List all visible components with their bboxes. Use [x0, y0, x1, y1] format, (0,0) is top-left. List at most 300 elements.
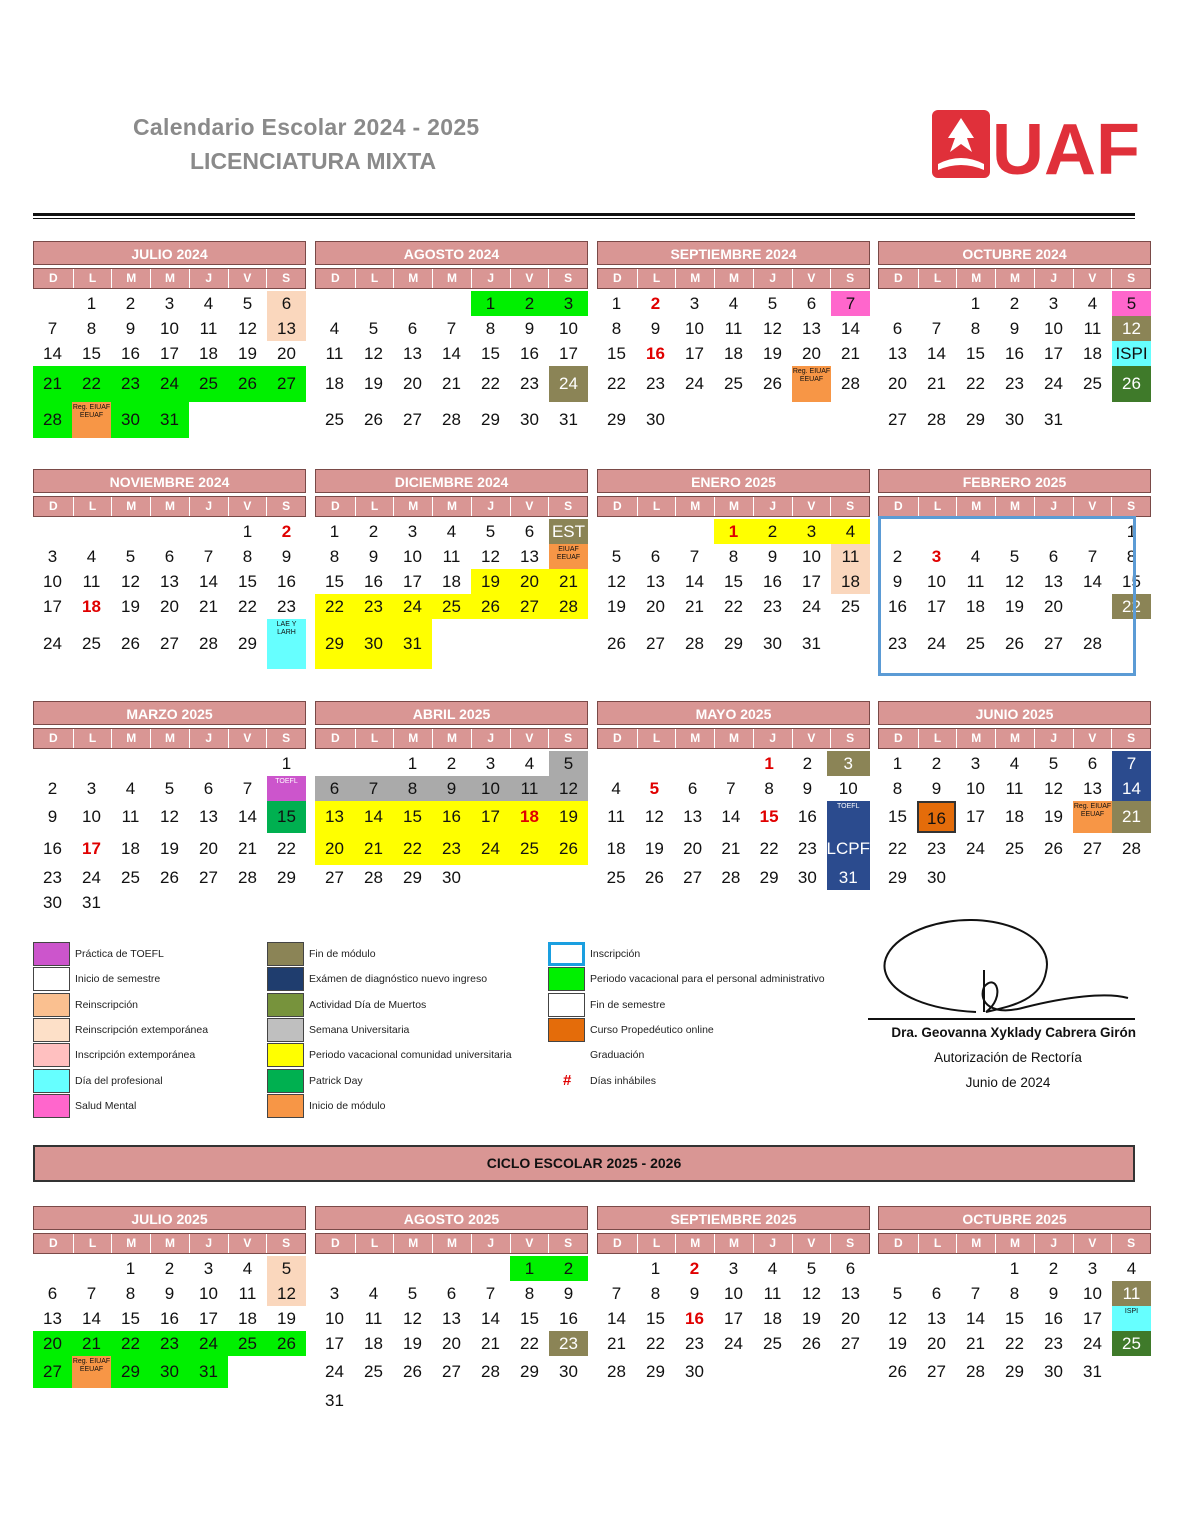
legend-label: Inscripción extemporánea — [75, 1049, 196, 1062]
day-cell: 26 — [1044, 839, 1063, 858]
day-cell: 28 — [481, 1362, 500, 1381]
weekday-label: L — [637, 1234, 676, 1253]
day-cell: 23 — [549, 1331, 588, 1356]
legend-swatch — [267, 942, 304, 966]
weekday-label: L — [355, 1234, 394, 1253]
month-block — [33, 469, 306, 669]
day-cell: 10 — [685, 319, 704, 338]
weekday-label: V — [792, 1234, 831, 1253]
legend-label: Práctica de TOEFL — [75, 948, 164, 960]
day-cell: 19 — [277, 1309, 296, 1328]
day-cell — [792, 1356, 831, 1388]
day-cell: 31 — [189, 1356, 228, 1388]
day-grid — [315, 751, 588, 890]
day-cell — [831, 402, 870, 438]
day-cell — [228, 890, 267, 915]
day-cell: 8 — [393, 776, 432, 801]
signature-date: Junio de 2024 — [965, 1075, 1051, 1090]
day-cell: 19 — [763, 344, 782, 363]
day-cell: 23 — [1005, 374, 1024, 393]
month-block — [33, 701, 306, 915]
day-cell: 18 — [1005, 807, 1024, 826]
day-cell: 23 — [111, 366, 150, 402]
day-cell — [471, 619, 510, 669]
day-cell: 12 — [1044, 779, 1063, 798]
legend-label: Días inhábiles — [590, 1074, 656, 1087]
day-cell: 29 — [966, 410, 985, 429]
day-cell: 23 — [888, 634, 907, 653]
day-grid — [33, 751, 306, 915]
day-cell: 30 — [927, 868, 946, 887]
day-cell: 26 — [1005, 634, 1024, 653]
day-cell: 4 — [728, 294, 739, 313]
day-cell: 25 — [1083, 374, 1102, 393]
legend-swatch — [267, 1018, 304, 1042]
day-cell — [315, 1256, 354, 1281]
day-grid — [315, 519, 588, 669]
day-cell — [714, 402, 753, 438]
day-cell: 31 — [393, 619, 432, 669]
day-cell: 10 — [325, 1309, 344, 1328]
day-cell: 18 — [442, 572, 461, 591]
day-cell: 15 — [393, 801, 432, 833]
day-cell: 14 — [354, 801, 393, 833]
day-cell: 26 — [267, 1331, 306, 1356]
day-cell: 9 — [931, 779, 942, 798]
day-cell: 23 — [1044, 1334, 1063, 1353]
day-cell: 14 — [481, 1309, 500, 1328]
day-cell — [267, 402, 306, 438]
day-cell: 16 — [685, 1309, 704, 1328]
day-cell: 22 — [277, 839, 296, 858]
day-cell: 5 — [368, 319, 379, 338]
day-cell: 29 — [481, 410, 500, 429]
day-cell: 20 — [315, 833, 354, 865]
day-cell: 15 — [1005, 1309, 1024, 1328]
day-cell: 24 — [189, 1331, 228, 1356]
day-cell: 14 — [841, 319, 860, 338]
month-title: FEBRERO 2025 — [878, 469, 1151, 493]
day-cell: 19 — [1044, 807, 1063, 826]
day-cell: 26 — [160, 868, 179, 887]
day-cell: 1 — [892, 754, 903, 773]
day-cell: 15 — [121, 1309, 140, 1328]
day-cell: 31 — [325, 1391, 344, 1410]
month-title: AGOSTO 2024 — [315, 241, 588, 265]
weekday-label: M — [150, 729, 189, 748]
day-cell: 13 — [403, 344, 422, 363]
weekday-label: M — [995, 1234, 1034, 1253]
day-cell: EST — [549, 519, 588, 544]
weekday-label: J — [1034, 269, 1073, 288]
day-cell: 25 — [121, 868, 140, 887]
day-cell: 24 — [802, 597, 821, 616]
day-cell: Reg. EIUAF EEUAF — [72, 402, 111, 438]
day-cell: 10 — [927, 572, 946, 591]
day-cell — [1073, 402, 1112, 438]
weekday-label: V — [1073, 269, 1112, 288]
day-cell: 4 — [1009, 754, 1020, 773]
day-cell — [753, 402, 792, 438]
day-cell: 2 — [689, 1259, 700, 1278]
day-cell — [549, 619, 588, 669]
day-cell: 21 — [607, 1334, 626, 1353]
legend-label: Exámen de diagnóstico nuevo ingreso — [309, 973, 488, 986]
day-cell: 7 — [831, 291, 870, 316]
day-cell: 2 — [931, 754, 942, 773]
day-cell: 8 — [242, 547, 253, 566]
day-cell: 26 — [364, 410, 383, 429]
header-rule-thin — [33, 218, 1135, 219]
day-cell: 22 — [1005, 1334, 1024, 1353]
day-cell: 26 — [888, 1362, 907, 1381]
day-cell: 14 — [966, 1309, 985, 1328]
day-cell: 5 — [649, 779, 660, 798]
day-cell: 15 — [607, 344, 626, 363]
day-cell: 23 — [354, 594, 393, 619]
month-block — [33, 1206, 306, 1388]
uaf-logo — [930, 108, 1140, 190]
day-cell: 27 — [683, 868, 703, 887]
weekday-label: L — [918, 729, 957, 748]
day-cell: 16 — [364, 572, 383, 591]
day-cell: 2 — [510, 291, 549, 316]
weekday-header — [33, 1233, 306, 1254]
day-cell: 31 — [82, 893, 101, 912]
day-cell: 14 — [442, 344, 461, 363]
day-cell: 16 — [1044, 1309, 1063, 1328]
day-cell: 17 — [160, 344, 179, 363]
day-cell — [432, 619, 471, 669]
month-title: SEPTIEMBRE 2025 — [597, 1206, 870, 1230]
day-cell: 29 — [888, 868, 907, 887]
weekday-label: L — [355, 269, 394, 288]
day-cell: 4 — [524, 754, 535, 773]
day-cell: 3 — [689, 294, 700, 313]
day-cell: 17 — [966, 807, 985, 826]
weekday-label: L — [918, 497, 957, 516]
day-cell — [712, 751, 750, 776]
day-cell: 25 — [724, 374, 743, 393]
day-cell: 15 — [481, 344, 500, 363]
weekday-label: M — [956, 497, 995, 516]
day-cell: 18 — [325, 374, 344, 393]
weekday-label: V — [228, 1234, 267, 1253]
day-cell: 8 — [125, 1284, 136, 1303]
day-cell: 3 — [931, 547, 942, 566]
day-cell: 9 — [650, 319, 661, 338]
day-cell — [1073, 865, 1112, 890]
day-cell: 7 — [242, 779, 253, 798]
day-cell — [831, 619, 870, 669]
weekday-label: V — [1073, 729, 1112, 748]
weekday-label: S — [266, 269, 305, 288]
day-cell — [878, 291, 917, 316]
legend-label: Fin de semestre — [590, 998, 666, 1011]
month-title: MAYO 2025 — [597, 701, 870, 725]
day-cell: 20 — [277, 344, 296, 363]
weekday-label: D — [34, 1234, 73, 1253]
day-cell: 28 — [966, 1362, 985, 1381]
day-cell: 2 — [802, 754, 813, 773]
weekday-label: M — [995, 269, 1034, 288]
day-cell: 23 — [763, 597, 782, 616]
day-cell: 10 — [1044, 319, 1063, 338]
day-cell: 30 — [354, 619, 393, 669]
day-cell: 11 — [1112, 1281, 1151, 1306]
day-cell — [150, 519, 189, 544]
day-cell: 19 — [403, 1334, 422, 1353]
weekday-label: S — [548, 729, 587, 748]
day-cell: 4 — [831, 519, 870, 544]
day-cell: 1 — [611, 294, 622, 313]
day-cell: 29 — [646, 1362, 665, 1381]
day-cell: 22 — [759, 839, 779, 858]
day-cell: 10 — [43, 572, 62, 591]
day-cell: 4 — [611, 779, 621, 798]
day-cell — [393, 291, 432, 316]
day-cell: 27 — [325, 868, 344, 887]
day-cell — [917, 291, 956, 316]
day-cell: 2 — [368, 522, 379, 541]
day-cell: 9 — [368, 547, 379, 566]
day-cell: 24 — [1083, 1334, 1102, 1353]
weekday-label: V — [792, 729, 831, 748]
day-cell — [1112, 402, 1151, 438]
day-cell — [228, 1356, 267, 1388]
day-cell: 2 — [446, 754, 457, 773]
day-cell — [471, 865, 510, 890]
day-cell — [1112, 1356, 1151, 1388]
day-cell: 5 — [1112, 291, 1151, 316]
weekday-label: S — [266, 497, 305, 516]
day-cell: 27 — [403, 410, 422, 429]
weekday-header — [33, 268, 306, 289]
day-cell: 13 — [802, 319, 821, 338]
day-cell: 24 — [82, 868, 101, 887]
day-cell: 27 — [646, 634, 665, 653]
weekday-header — [597, 728, 870, 749]
day-cell — [636, 519, 675, 544]
weekday-label: S — [1111, 729, 1150, 748]
day-cell: 5 — [485, 522, 496, 541]
day-cell: 27 — [442, 1362, 461, 1381]
day-cell: 14 — [721, 807, 741, 826]
legend-swatch — [33, 967, 70, 991]
day-cell: 2 — [753, 519, 792, 544]
day-cell: 25 — [228, 1331, 267, 1356]
day-cell: 11 — [364, 1309, 383, 1328]
legend-swatch — [267, 1094, 304, 1118]
legend-swatch — [33, 1043, 70, 1067]
day-cell: 3 — [827, 751, 870, 776]
day-cell: 5 — [549, 751, 588, 776]
weekday-label: J — [471, 269, 510, 288]
weekday-label: M — [956, 1234, 995, 1253]
day-cell — [510, 865, 549, 890]
month-title: SEPTIEMBRE 2024 — [597, 241, 870, 265]
day-cell: 11 — [607, 807, 625, 826]
day-cell — [753, 1356, 792, 1388]
legend-label: Inscripción — [590, 948, 641, 960]
day-cell: 20 — [802, 344, 821, 363]
day-cell: 18 — [831, 569, 870, 594]
weekday-label: S — [548, 269, 587, 288]
weekday-label: M — [393, 1234, 432, 1253]
day-cell: 13 — [683, 807, 703, 826]
legend-swatch — [33, 1018, 70, 1042]
day-cell: 19 — [238, 344, 257, 363]
weekday-label: V — [510, 729, 549, 748]
legend-label: Curso Propedéutico online — [590, 1023, 714, 1036]
month-block — [597, 469, 870, 669]
weekday-label: D — [879, 1234, 918, 1253]
day-cell: 5 — [611, 547, 622, 566]
day-cell: 11 — [199, 319, 218, 338]
month-title: NOVIEMBRE 2024 — [33, 469, 306, 493]
weekday-header — [315, 268, 588, 289]
day-cell: 11 — [325, 344, 344, 363]
day-cell: 2 — [549, 1256, 588, 1281]
day-cell: 30 — [646, 410, 665, 429]
day-grid — [33, 1256, 306, 1388]
weekday-label: S — [548, 1234, 587, 1253]
day-cell: 31 — [559, 410, 578, 429]
weekday-label: M — [111, 497, 150, 516]
day-cell: 16 — [160, 1309, 179, 1328]
page-title: Calendario Escolar 2024 - 2025 — [133, 114, 480, 140]
header-rule — [33, 213, 1135, 216]
day-cell: 10 — [966, 779, 985, 798]
weekday-label: M — [714, 269, 753, 288]
weekday-label: D — [598, 497, 637, 516]
legend-label: Salud Mental — [75, 1099, 137, 1112]
day-cell: 21 — [685, 597, 704, 616]
day-cell: 1 — [281, 754, 292, 773]
day-cell: 23 — [646, 374, 665, 393]
day-cell: 22 — [646, 1334, 665, 1353]
day-cell: 11 — [82, 572, 101, 591]
day-cell: 30 — [1044, 1362, 1063, 1381]
weekday-label: M — [393, 729, 432, 748]
day-cell: 4 — [368, 1284, 379, 1303]
weekday-label: L — [73, 269, 112, 288]
day-cell: 23 — [43, 868, 62, 887]
legend-label: Actividad Día de Muertos — [309, 998, 427, 1011]
day-cell — [393, 1256, 432, 1281]
day-cell: 22 — [966, 374, 985, 393]
day-cell — [510, 1388, 549, 1413]
weekday-label: D — [598, 1234, 637, 1253]
day-cell — [995, 865, 1034, 890]
weekday-label: D — [879, 269, 918, 288]
day-cell: 15 — [646, 1309, 665, 1328]
day-cell: 4 — [1126, 1259, 1137, 1278]
month-block — [878, 1206, 1151, 1388]
day-cell: 13 — [841, 1284, 860, 1303]
day-cell: 23 — [277, 597, 296, 616]
day-cell: 12 — [763, 319, 782, 338]
weekday-label: D — [34, 269, 73, 288]
day-cell: 9 — [47, 807, 58, 826]
day-cell: 15 — [82, 344, 101, 363]
day-cell: 7 — [47, 319, 58, 338]
day-cell: 6 — [164, 547, 175, 566]
day-cell: Reg. EIUAF EEUAF — [792, 366, 831, 402]
weekday-label: M — [675, 1234, 714, 1253]
legend-swatch — [548, 967, 585, 991]
day-cell: 9 — [1048, 1284, 1059, 1303]
weekday-label: V — [1073, 497, 1112, 516]
day-cell: 21 — [33, 366, 72, 402]
day-cell: 9 — [281, 547, 292, 566]
day-cell: 16 — [888, 597, 907, 616]
day-cell: 26 — [607, 634, 626, 653]
day-cell: 26 — [1112, 366, 1151, 402]
day-cell: 6 — [1087, 754, 1098, 773]
day-cell: 21 — [721, 839, 741, 858]
legend-swatch — [33, 1069, 70, 1093]
day-cell: 11 — [121, 807, 140, 826]
day-cell: TOEFL — [827, 801, 870, 833]
day-cell: 24 — [150, 366, 189, 402]
weekday-label: M — [111, 729, 150, 748]
day-cell: 31 — [150, 402, 189, 438]
day-cell: 8 — [1009, 1284, 1020, 1303]
weekday-label: M — [111, 1234, 150, 1253]
day-cell: 6 — [47, 1284, 58, 1303]
day-cell: 8 — [892, 779, 903, 798]
day-cell: 25 — [1112, 1331, 1151, 1356]
day-cell: 17 — [43, 597, 62, 616]
day-cell: 12 — [238, 319, 257, 338]
day-cell: 7 — [1087, 547, 1098, 566]
day-cell: 9 — [125, 319, 136, 338]
day-cell — [189, 751, 228, 776]
day-cell: 24 — [325, 1362, 344, 1381]
day-cell — [267, 890, 306, 915]
weekday-label: J — [471, 497, 510, 516]
day-cell: 27 — [33, 1356, 72, 1388]
weekday-label: D — [316, 269, 355, 288]
day-cell: 24 — [966, 839, 985, 858]
day-cell: 3 — [1048, 294, 1059, 313]
day-cell — [72, 751, 111, 776]
day-cell: 1 — [970, 294, 981, 313]
day-cell: 11 — [831, 544, 870, 569]
weekday-label: D — [879, 497, 918, 516]
day-cell: 13 — [646, 572, 665, 591]
day-cell: 27 — [267, 366, 306, 402]
weekday-label: M — [956, 269, 995, 288]
day-cell: 19 — [549, 801, 588, 833]
day-cell: 10 — [559, 319, 578, 338]
month-block — [315, 701, 588, 890]
day-cell: 9 — [524, 319, 535, 338]
day-cell: 25 — [189, 366, 228, 402]
day-cell: 12 — [481, 547, 500, 566]
weekday-label: M — [150, 497, 189, 516]
day-cell: 26 — [471, 594, 510, 619]
day-cell: 25 — [82, 634, 101, 653]
day-cell: 18 — [763, 1309, 782, 1328]
weekday-label: J — [1034, 1234, 1073, 1253]
day-cell: 30 — [685, 1362, 704, 1381]
weekday-header — [597, 496, 870, 517]
day-cell: 14 — [238, 807, 257, 826]
day-cell: 3 — [728, 1259, 739, 1278]
day-cell: 11 — [1083, 319, 1102, 338]
